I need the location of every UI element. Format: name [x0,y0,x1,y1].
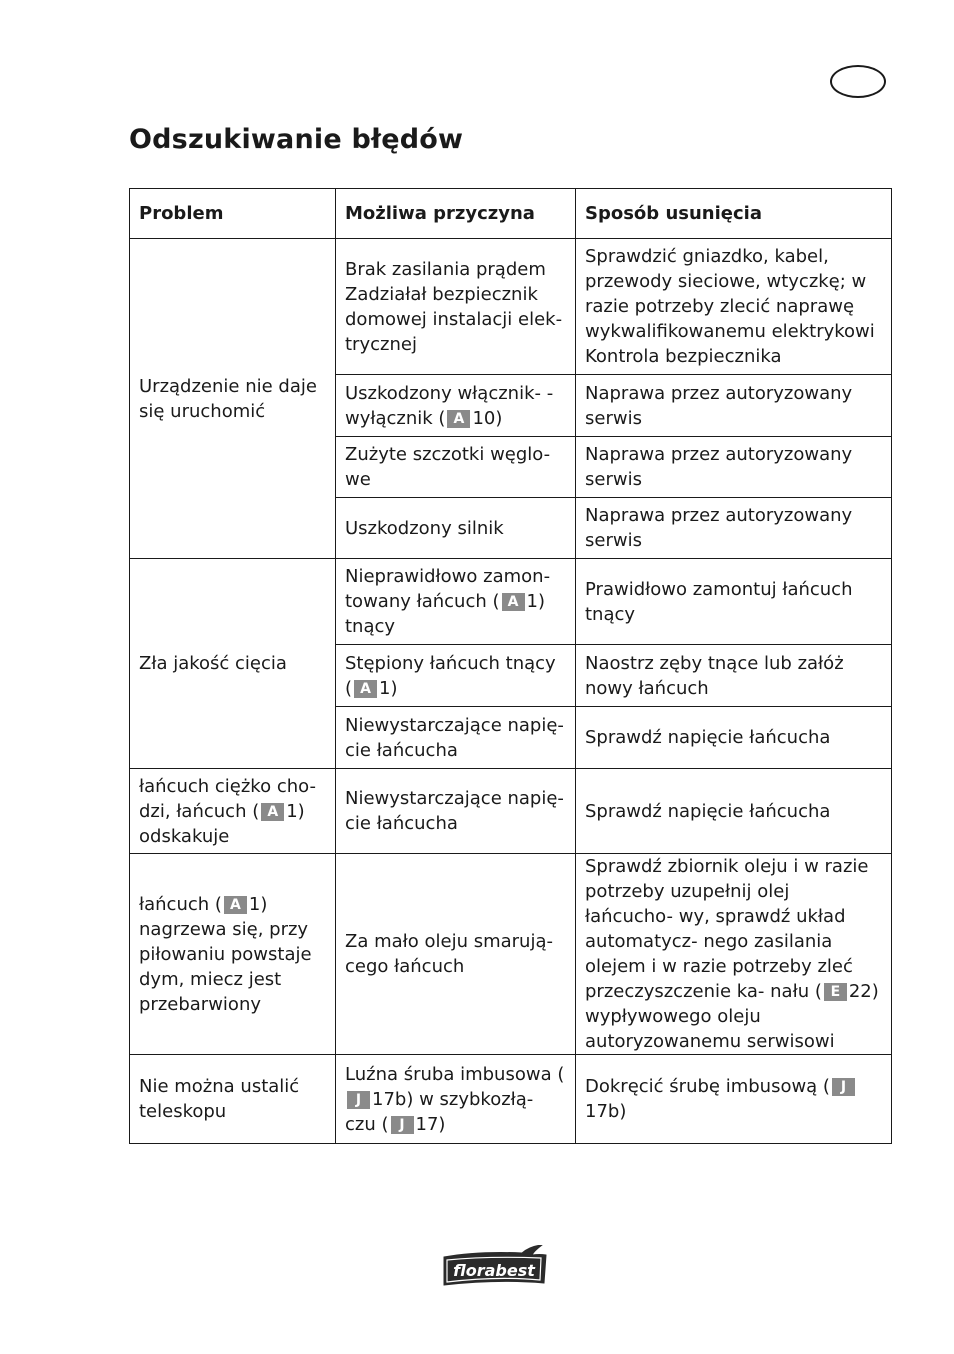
cause-cell [336,645,576,707]
cause-text: Niewystarczające napię- cie łańcucha [345,714,564,761]
remedy-text: Sprawdź napięcie łańcucha [585,800,831,822]
cause-text: 1) [379,677,398,699]
remedy-cell [576,707,892,769]
cause-text: Uszkodzony silnik [345,517,504,539]
remedy-cell [576,559,892,645]
header-problem: Problem [130,189,336,239]
page-title: Odszukiwanie błędów [129,124,464,155]
language-badge [830,65,886,98]
figure-badge: A [447,410,470,428]
cause-text: Stępiony łańcuch tnący ( [345,652,556,699]
problem-text: Urządzenie nie daje się uruchomić [139,375,317,422]
remedy-cell [576,854,892,1055]
cause-text: 10) [472,407,503,429]
table-header-row [130,189,892,239]
cause-text: Luźna śruba imbusowa ( [345,1063,565,1085]
problem-cell [130,1055,336,1144]
remedy-cell [576,239,892,375]
cause-text: Brak zasilania prądem [345,258,546,280]
cause-text: Uszkodzony włącznik- -wyłącznik ( [345,382,554,429]
problem-cell [130,559,336,769]
cause-text: 17) [415,1113,446,1135]
table-row [130,559,892,645]
problem-text: Nie można ustalić teleskopu [139,1076,300,1122]
cause-text: trycznej [345,333,417,355]
remedy-text: Naprawa przez autoryzowany serwis [585,444,853,490]
table-row [130,769,892,854]
figure-badge: J [347,1091,370,1109]
remedy-text: Naprawa przez autoryzowany serwis [585,382,853,429]
problem-text: 1) nagrzewa się, przy piłowaniu powstaje dym, miecz jest przebarwiony [139,893,312,1015]
cause-cell [336,498,576,559]
figure-badge: J [391,1116,414,1134]
figure-badge: J [832,1078,855,1096]
remedy-text: Kontrola bezpiecznika [585,346,782,367]
cause-cell [336,769,576,854]
remedy-cell [576,498,892,559]
remedy-text: 22) wypływowego oleju autoryzowanemu serwisowi [585,981,879,1052]
table-row [130,854,892,1055]
cause-text: Zadziałał bezpiecznik domowej instalacji elek- [345,283,563,330]
remedy-cell [576,437,892,498]
remedy-text: Naostrz zęby tnące lub załóż nowy łańcuch [585,652,844,699]
troubleshooting-table [129,188,892,1144]
remedy-text: Sprawdzić gniazdko, kabel, przewody sieciowe, wtyczkę; w razie potrzeby zlecić naprawę wykwalifikowanemu elektrykowi [585,246,875,342]
remedy-text: Sprawdź napięcie łańcucha [585,727,831,748]
problem-text: łańcuch ( [139,893,222,915]
problem-cell [130,854,336,1055]
problem-cell [130,769,336,854]
remedy-cell [576,645,892,707]
cause-cell [336,1055,576,1144]
remedy-cell [576,769,892,854]
figure-badge: E [824,983,847,1001]
problem-text: 1) odskakuje [139,800,305,847]
cause-text: 1) tnący [345,591,545,637]
table-row [130,239,892,375]
cause-text: 17b) w szybkozłą- czu ( [345,1088,534,1135]
cause-cell [336,707,576,769]
problem-text: łańcuch ciężko cho- dzi, łańcuch ( [139,775,316,822]
problem-text: Zła jakość cięcia [139,653,287,674]
cause-cell [336,854,576,1055]
remedy-text: Sprawdź zbiornik oleju i w razie potrzeby uzupełnij olej łańcucho- wy, sprawdź układ automatycz- nego zasilania olejem i w razie potrzeby zleć przeczyszczenie ka- nału ( [585,856,869,1002]
header-cause: Możliwa przyczyna [336,189,576,239]
cause-cell [336,375,576,437]
remedy-text: 17b) [585,1101,627,1122]
cause-text: Niewystarczające napię- cie łańcucha [345,788,564,834]
figure-badge: A [502,593,525,611]
cause-text: Za mało oleju smarują- cego łańcuch [345,931,553,977]
figure-badge: A [224,896,247,914]
cause-text: Nieprawidłowo zamon- towany łańcuch ( [345,566,551,612]
cause-text: Zużyte szczotki węglo- we [345,444,551,490]
header-remedy: Sposób usunięcia [576,189,892,239]
remedy-cell [576,375,892,437]
logo-text: florabest [453,1261,535,1280]
figure-badge: A [354,680,377,698]
remedy-text: Naprawa przez autoryzowany serwis [585,505,853,551]
table-row [130,1055,892,1144]
problem-cell [130,239,336,559]
cause-cell [336,559,576,645]
remedy-text: Prawidłowo zamontuj łańcuch tnący [585,578,853,625]
cause-cell [336,239,576,375]
cause-cell [336,437,576,498]
figure-badge: A [261,803,284,821]
remedy-text: Dokręcić śrubę imbusową ( [585,1076,830,1097]
remedy-cell [576,1055,892,1144]
florabest-logo [438,1245,550,1289]
